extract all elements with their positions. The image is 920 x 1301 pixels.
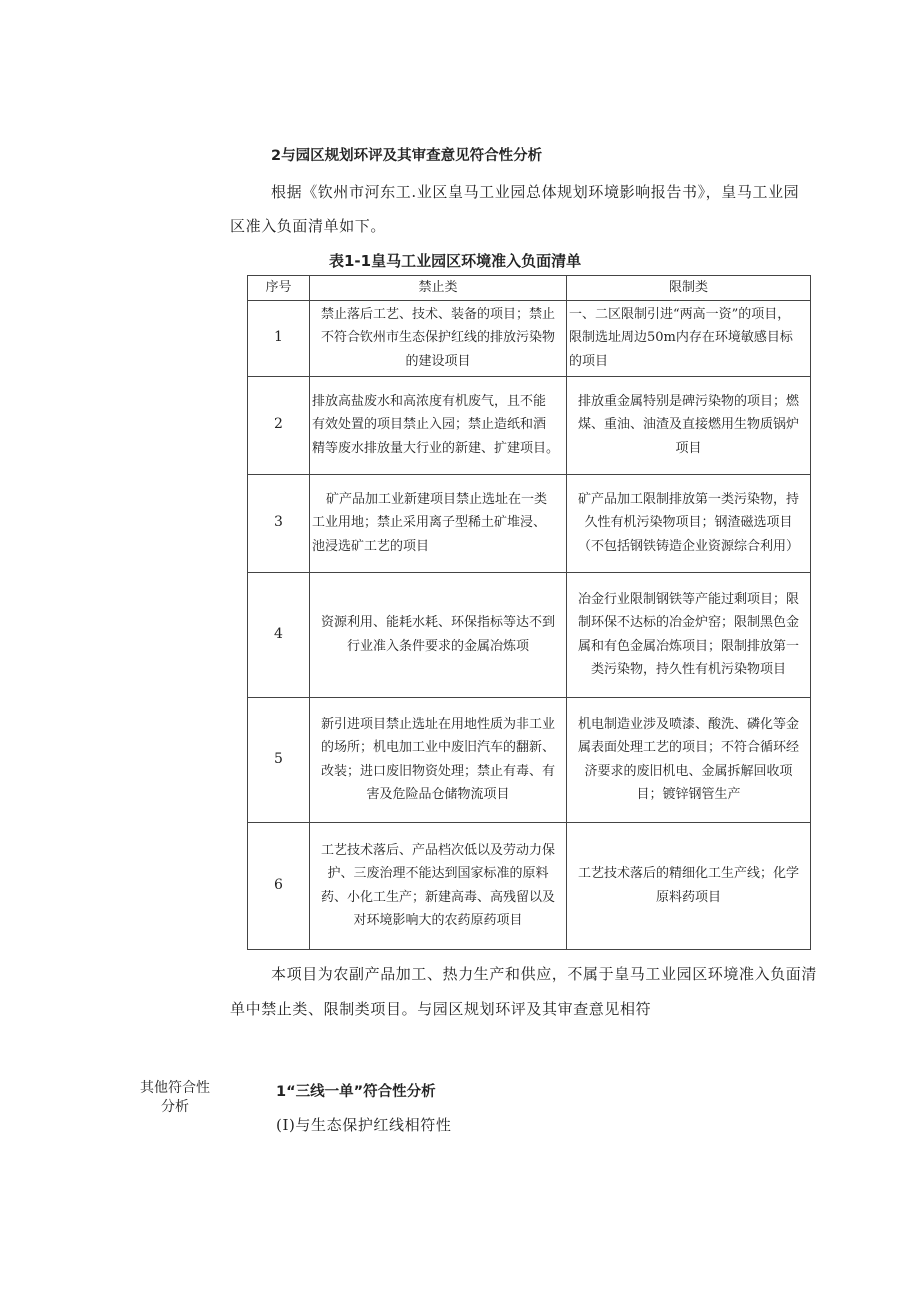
cell-line: 的项目 bbox=[569, 353, 609, 369]
forbidden-cell bbox=[310, 376, 567, 474]
forbidden-cell bbox=[310, 822, 567, 949]
cell-line: 煤、重油、油渣及直接燃用生物质锅炉 bbox=[577, 417, 799, 433]
conclusion-line-1: 本项目为农副产品加工、热力生产和供应，不属于皇马工业园区环境准入负面清 bbox=[271, 965, 818, 983]
forbidden-cell bbox=[310, 572, 567, 697]
cell-line: 矿产品加工业新建项目禁止选址在一类 bbox=[326, 491, 548, 507]
restricted-cell bbox=[567, 822, 811, 949]
cell-line: 护、三废治理不能达到国家标准的原料 bbox=[327, 866, 549, 881]
cell-line: 一、二区限制引进“两高一资”的项目， bbox=[569, 306, 791, 322]
cell-line: 新引进项目禁止选址在用地性质为非工业 bbox=[320, 716, 555, 732]
cell-line: 的场所；机电加工业中废旧汽车的翻新、 bbox=[320, 740, 555, 755]
cell-line: 药、小化工生产；新建高毒、高残留以及 bbox=[320, 889, 555, 905]
side-label-line-1: 其他符合性 bbox=[140, 1080, 210, 1096]
header-restricted: 限制类 bbox=[567, 276, 811, 301]
cell-line: 冶金行业限制钢铁等产能过剩项目；限 bbox=[577, 591, 799, 607]
conclusion-line-2: 单中禁止类、限制类项目。与园区规划环评及其审查意见相符 bbox=[230, 1000, 652, 1018]
row-num: 4 bbox=[248, 572, 310, 697]
table-row bbox=[248, 572, 811, 697]
cell-line: 不符合钦州市生态保护红线的排放污染物 bbox=[320, 330, 555, 346]
table-header-row bbox=[248, 276, 811, 301]
table-row bbox=[248, 300, 811, 376]
cell-line: 属表面处理工艺的项目；不符合循环经 bbox=[577, 740, 799, 755]
cell-line: 害及危险品仓储物流项目 bbox=[366, 787, 510, 802]
table-row bbox=[248, 822, 811, 949]
intro-line-2: 区准入负面清单如下。 bbox=[230, 217, 387, 235]
cell-line: 久性有机污染物项目；钢渣磁选项目 bbox=[584, 515, 793, 531]
cell-line: 目；镀锌钢管生产 bbox=[636, 787, 741, 802]
cell-line: 的建设项目 bbox=[405, 353, 471, 369]
intro-line-1: 根据《钦州市河东工.业区皇马工业园总体规划环境影响报告书》，皇马工业园 bbox=[271, 183, 800, 201]
cell-line: 改装；进口废旧物资处理；禁止有毒、有 bbox=[320, 763, 555, 779]
cell-line: 对环境影响大的农药原药项目 bbox=[353, 913, 523, 928]
sub-item: (I)与生态保护红线相符性 bbox=[276, 1116, 452, 1134]
cell-line: 原料药项目 bbox=[655, 889, 721, 905]
header-num: 序号 bbox=[248, 276, 310, 301]
cell-line: 池浸选矿工艺的项目 bbox=[312, 538, 430, 554]
table-caption: 表1-1皇马工业园区环境准入负面清单 bbox=[329, 252, 582, 270]
table-row bbox=[248, 697, 811, 822]
cell-line: 限制选址周边50m内存在环境敏感目标 bbox=[569, 330, 793, 346]
table-row bbox=[248, 474, 811, 572]
cell-line: 工艺技术落后的精细化工生产线；化学 bbox=[577, 866, 799, 881]
cell-line: 工业用地；禁止采用离子型稀土矿堆浸、 bbox=[312, 515, 547, 531]
cell-line: 排放重金属特别是碑污染物的项目；燃 bbox=[577, 393, 799, 409]
row-num: 2 bbox=[248, 376, 310, 474]
restricted-cell bbox=[567, 376, 811, 474]
cell-line: 机电制造业涉及喷漆、酸洗、磷化等金 bbox=[577, 716, 799, 732]
row-num: 3 bbox=[248, 474, 310, 572]
cell-line: （不包括钢铁铸造企业资源综合利用） bbox=[577, 538, 799, 554]
side-label-line-2: 分析 bbox=[161, 1099, 189, 1115]
header-forbidden: 禁止类 bbox=[310, 276, 567, 301]
cell-line: 精等废水排放量大行业的新建、扩建项目。 bbox=[312, 440, 560, 456]
cell-line: 类污染物，持久性有机污染物项目 bbox=[590, 662, 786, 677]
table-row bbox=[248, 376, 811, 474]
row-num: 5 bbox=[248, 697, 310, 822]
cell-line: 济要求的废旧机电、金属拆解回收项 bbox=[584, 763, 793, 779]
negative-list-table bbox=[247, 275, 811, 950]
forbidden-cell bbox=[310, 697, 567, 822]
cell-line: 制环保不达标的冶金炉窑；限制黑色金 bbox=[577, 615, 799, 630]
cell-line: 工艺技术落后、产品档次低以及劳动力保 bbox=[320, 842, 555, 858]
cell-line: 行业准入条件要求的金属冶炼项 bbox=[346, 638, 529, 654]
restricted-cell bbox=[567, 300, 811, 376]
cell-line: 排放高盐废水和高浓度有机废气，且不能 bbox=[312, 393, 547, 409]
cell-line: 禁止落后工艺、技术、装备的项目；禁止 bbox=[320, 306, 555, 322]
restricted-cell bbox=[567, 474, 811, 572]
row-num: 1 bbox=[248, 300, 310, 376]
cell-line: 有效处置的项目禁止入园；禁止造纸和酒 bbox=[312, 417, 547, 433]
restricted-cell bbox=[567, 572, 811, 697]
restricted-cell bbox=[567, 697, 811, 822]
cell-line: 资源利用、能耗水耗、环保指标等达不到 bbox=[320, 615, 555, 630]
row-num: 6 bbox=[248, 822, 310, 949]
forbidden-cell bbox=[310, 474, 567, 572]
subsection-heading: 1“三线一单”符合性分析 bbox=[276, 1084, 436, 1100]
section-heading: 2与园区规划环评及其审查意见符合性分析 bbox=[271, 148, 543, 164]
cell-line: 项目 bbox=[675, 440, 702, 456]
forbidden-cell bbox=[310, 300, 567, 376]
side-label bbox=[130, 1079, 220, 1117]
cell-line: 属和有色金属冶炼项目；限制排放第一 bbox=[577, 638, 799, 654]
cell-line: 矿产品加工限制排放第一类污染物，持 bbox=[577, 491, 799, 507]
